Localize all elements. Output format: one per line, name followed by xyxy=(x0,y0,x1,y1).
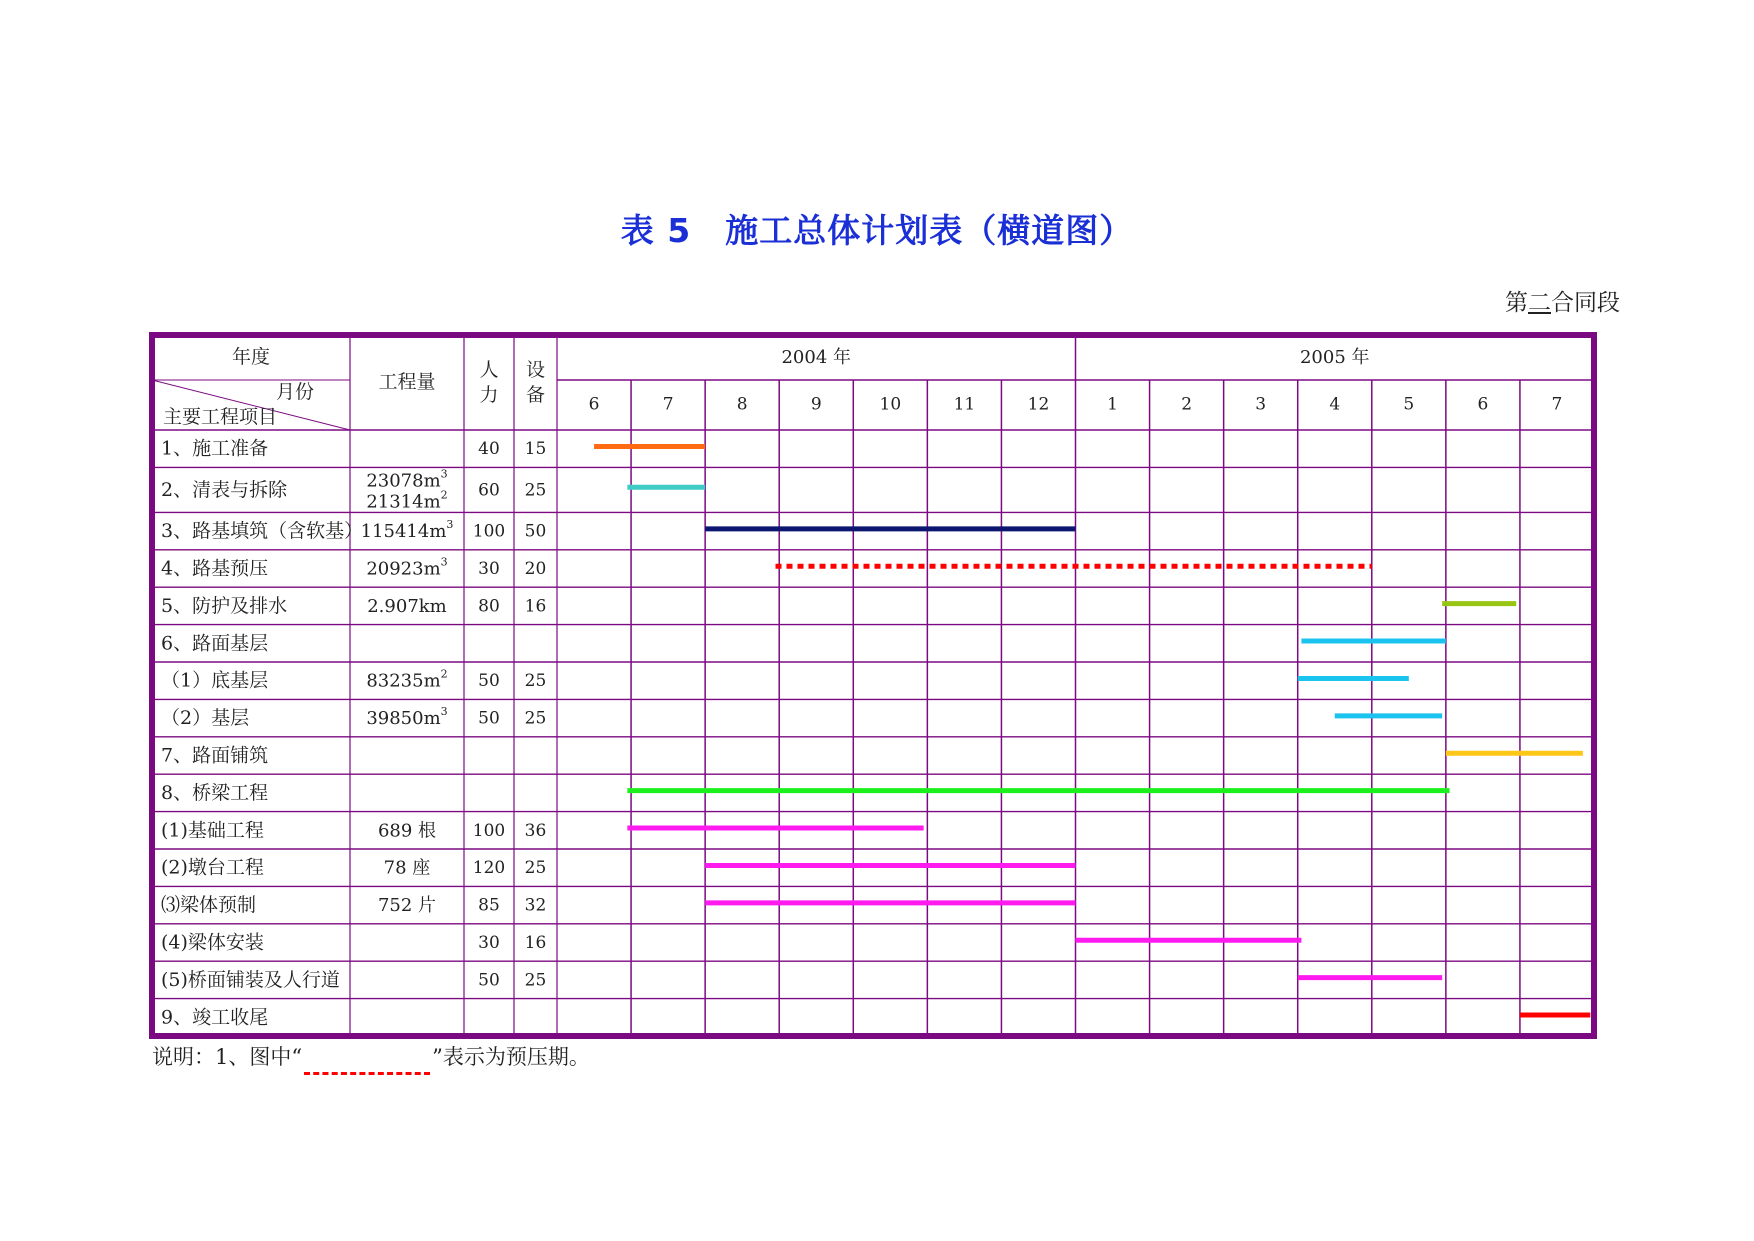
header-equipment-label: 备 xyxy=(525,384,546,406)
equipment-value: 25 xyxy=(524,671,547,692)
section-suffix: 合同段 xyxy=(1551,290,1620,316)
task-name: 4、路基预压 xyxy=(161,557,269,580)
section-prefix: 第 xyxy=(1505,290,1528,316)
task-name: 3、路基填筑（含软基） xyxy=(161,520,364,543)
header-month-6: 11 xyxy=(953,394,976,415)
header-month-9: 2 xyxy=(1181,394,1193,415)
header-month-1: 6 xyxy=(588,394,600,415)
task-name: 6、路面基层 xyxy=(161,632,269,655)
quantity-unit-exponent: 3 xyxy=(440,555,448,569)
quantity-value xyxy=(366,668,447,692)
header-month-2: 7 xyxy=(662,394,674,415)
quantity-unit-exponent: 3 xyxy=(446,518,454,532)
task-name: (5)桥面铺装及人行道 xyxy=(161,968,340,991)
quantity-number: 752 片 xyxy=(377,895,437,917)
labor-value: 85 xyxy=(478,895,500,916)
labor-value: 60 xyxy=(478,480,500,501)
task-name: (4)梁体安装 xyxy=(161,931,264,954)
equipment-value: 36 xyxy=(524,820,547,841)
task-name: 9、竣工收尾 xyxy=(161,1006,269,1029)
task-name: 1、施工准备 xyxy=(161,437,269,460)
quantity-value xyxy=(378,819,436,841)
header-month-7: 12 xyxy=(1027,394,1050,415)
note-prefix: 说明：1、图中“ xyxy=(152,1045,303,1069)
equipment-value: 15 xyxy=(524,439,547,460)
quantity-unit-exponent: 2 xyxy=(440,488,448,502)
task-name: 7、路面铺筑 xyxy=(161,744,269,767)
task-name: (1)基础工程 xyxy=(161,819,264,842)
header-labor-label: 力 xyxy=(479,384,499,406)
quantity-unit-exponent: 3 xyxy=(440,705,448,719)
header-equipment-label: 设 xyxy=(525,359,546,381)
header-month-14: 7 xyxy=(1551,394,1563,415)
header-month-3: 8 xyxy=(736,394,748,415)
labor-value: 120 xyxy=(472,858,506,879)
labor-value: 50 xyxy=(478,671,500,692)
equipment-value: 16 xyxy=(524,596,547,617)
page-title: 表 5 施工总体计划表（横道图） xyxy=(620,211,1134,250)
equipment-value: 16 xyxy=(524,933,547,953)
quantity-number: 2.907km xyxy=(367,595,447,617)
quantity-number: 83235m xyxy=(366,670,441,692)
header-month-5: 10 xyxy=(879,394,902,415)
task-name: (2)墩台工程 xyxy=(161,856,264,879)
header-month-10: 3 xyxy=(1255,394,1267,415)
labor-value: 30 xyxy=(478,559,500,579)
header-month-13: 6 xyxy=(1477,394,1489,415)
quantity-value xyxy=(366,556,447,580)
labor-value: 100 xyxy=(472,521,506,542)
quantity-number: 23078m xyxy=(366,470,441,492)
quantity-number: 20923m xyxy=(366,558,441,580)
task-name: （1）底基层 xyxy=(161,669,269,692)
equipment-value: 20 xyxy=(524,559,547,579)
quantity-number: 78 座 xyxy=(383,857,431,879)
quantity-unit-exponent: 3 xyxy=(440,467,448,481)
quantity-value xyxy=(366,467,447,491)
equipment-value: 32 xyxy=(524,895,547,916)
labor-value: 40 xyxy=(478,439,500,460)
labor-value: 80 xyxy=(478,596,500,617)
quantity-value xyxy=(366,488,447,512)
note-suffix: ”表示为预压期。 xyxy=(432,1045,590,1069)
labor-value: 50 xyxy=(478,970,500,991)
equipment-value: 50 xyxy=(524,521,547,542)
task-name: 5、防护及排水 xyxy=(161,594,288,617)
quantity-number: 689 根 xyxy=(377,820,437,842)
equipment-value: 25 xyxy=(524,480,547,501)
quantity-value xyxy=(367,596,447,617)
quantity-unit-exponent: 2 xyxy=(440,667,448,681)
header-item-label: 主要工程项目 xyxy=(163,406,278,428)
equipment-value: 25 xyxy=(524,970,547,991)
task-name: （2）基层 xyxy=(161,707,250,730)
task-name: ⑶梁体预制 xyxy=(161,894,257,917)
header-month-8: 1 xyxy=(1107,394,1118,415)
header-year-1: 2004 年 xyxy=(781,347,852,368)
labor-value: 30 xyxy=(478,933,500,953)
labor-value: 50 xyxy=(478,708,500,729)
header-month-12: 5 xyxy=(1403,394,1415,415)
quantity-number: 39850m xyxy=(366,708,441,730)
quantity-number: 21314m xyxy=(366,491,441,513)
labor-value: 100 xyxy=(472,820,506,841)
header-month-4: 9 xyxy=(810,394,822,415)
task-name: 8、桥梁工程 xyxy=(161,781,269,804)
quantity-value xyxy=(378,895,436,916)
dashed-line-sample xyxy=(302,1049,432,1071)
section-number: 二 xyxy=(1528,290,1551,316)
equipment-value: 25 xyxy=(524,708,547,729)
quantity-value xyxy=(384,858,431,879)
legend-note xyxy=(152,1041,590,1071)
task-name: 2、清表与拆除 xyxy=(161,478,288,501)
header-month-11: 4 xyxy=(1329,394,1341,415)
header-quantity-label: 工程量 xyxy=(378,371,436,393)
header-month-label: 月份 xyxy=(275,381,315,403)
quantity-value xyxy=(361,518,454,542)
header-labor-label: 人 xyxy=(479,359,499,381)
header-year-label: 年度 xyxy=(231,346,271,368)
equipment-value: 25 xyxy=(524,858,547,879)
header-year-2: 2005 年 xyxy=(1299,347,1370,368)
quantity-value xyxy=(366,705,447,729)
quantity-number: 115414m xyxy=(360,521,447,543)
